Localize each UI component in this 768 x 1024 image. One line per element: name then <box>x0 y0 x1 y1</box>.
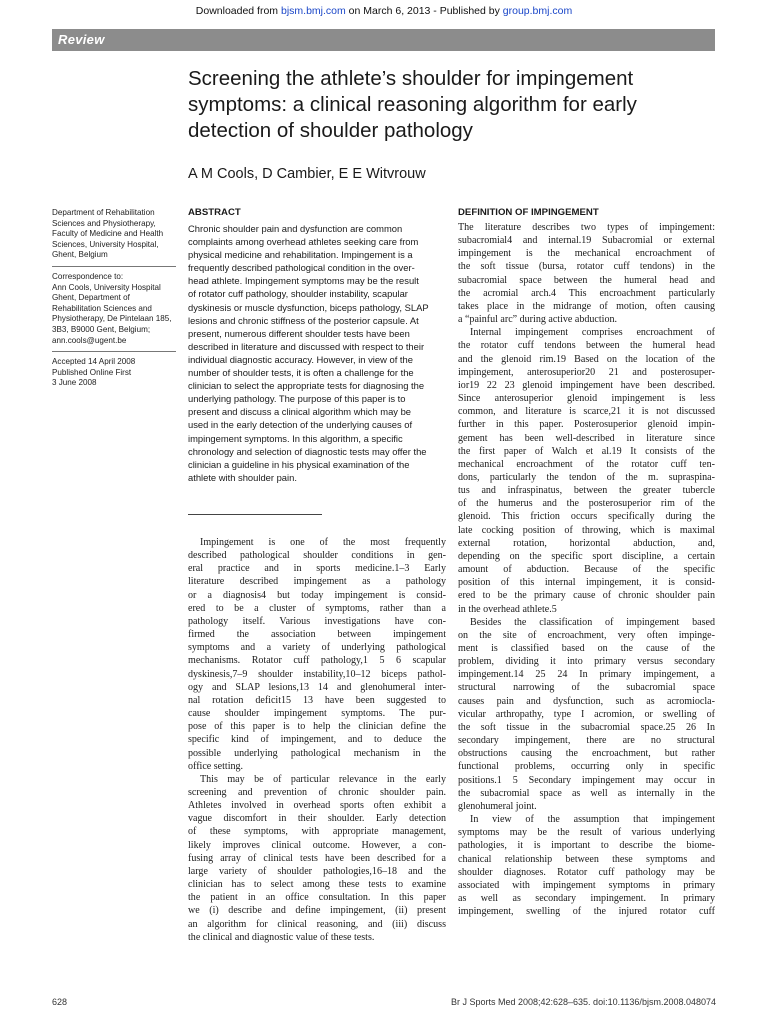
body-text-line: the subacromial space as well as internally in the <box>458 787 715 799</box>
abstract-line: used in the early detection of the underlying causes of <box>188 419 413 431</box>
body-text-line: Since anterosuperior glenoid impingement is less <box>458 393 715 405</box>
body-text-line: and the glenoid rim.19 Based on the location of the <box>458 353 715 365</box>
correspondence-line: 3B3, B9000 Gent, Belgium; <box>52 324 151 334</box>
sidebar-divider <box>52 351 176 352</box>
body-text-line: positions.1 5 Secondary impingement may occur in <box>458 774 715 786</box>
body-text-line: structural narrowing of the subacromial space <box>458 682 715 694</box>
body-text-line: external rotation, horizontal abduction, and, <box>458 537 715 549</box>
correspondence-email[interactable]: ann.cools@ugent.be <box>52 335 127 345</box>
body-text-line: specific kind of impingement, and to deduce the <box>188 734 446 746</box>
body-text-line: Internal impingement comprises encroachment of <box>470 327 715 339</box>
abstract-line: present, numerous different shoulder tests have been <box>188 327 410 339</box>
body-text-line: impingement, anterosuperior20 21 and posterosuper- <box>458 366 715 378</box>
body-text-line: the rotator cuff tendons between the humeral head <box>458 340 715 352</box>
abstract-line: lesions and chronic stiffness of the posterior capsule. At <box>188 314 419 326</box>
body-text-line: problem, dividing it into primary versus secondary <box>458 656 715 668</box>
abstract-line: chronology and selection of diagnostic tests may offer the <box>188 445 427 457</box>
affiliation <box>52 208 180 266</box>
body-text-line: late cocking position of throwing, which is maximal <box>458 524 715 536</box>
body-text-line: the clinical and diagnostic value of these tests. <box>188 931 375 943</box>
article-dates <box>52 357 180 394</box>
abstract-heading: ABSTRACT <box>188 207 241 218</box>
body-column-right <box>458 221 715 918</box>
title-line: detection of shoulder pathology <box>188 119 473 142</box>
definition-heading: DEFINITION OF IMPINGEMENT <box>458 207 599 218</box>
abstract-line: individual diagnostic accuracy. However, in view of the <box>188 353 413 365</box>
body-text-line: literature described impingement as a pathology <box>188 576 446 588</box>
title-line: Screening the athlete’s shoulder for impingement <box>188 67 634 90</box>
abstract-line: clinician to select the appropriate tests for diagnosing the <box>188 380 425 392</box>
body-text-line: Impingement is one of the most frequently <box>200 537 446 548</box>
abstract-line: underlying pathology. The purpose of this paper is to <box>188 393 406 405</box>
abstract-line: of rotator cuff pathology, shoulder instability, scapular <box>188 288 408 300</box>
body-text-line: ered to be the primary cause of chronic shoulder pain <box>458 590 715 602</box>
section-label: Review <box>58 32 105 47</box>
abstract-line: complaints among overhead athletes seeking care from <box>188 236 419 248</box>
author-list: A M Cools, D Cambier, E E Witvrouw <box>188 166 426 182</box>
abstract-line: number of shoulder tests, it is often a challenge for the <box>188 367 414 379</box>
body-text-line: ered to be a cluster of symptoms, rather than a <box>188 602 446 614</box>
body-text-line: ogy and SLAP lesions,13 14 and glenohumeral inter- <box>188 681 446 693</box>
body-text-line: vicular arthropathy, type I acromion, or swelling of <box>458 708 715 720</box>
body-text-line: symptoms and a variety of underlying pathological <box>188 642 446 654</box>
body-text-line: symptoms may be the result of various underlying <box>458 827 715 839</box>
body-text-line: mechanisms. Rotator cuff pathology,1 5 6 scapular <box>188 655 446 667</box>
date-line: Accepted 14 April 2008 <box>52 357 136 367</box>
body-text-line: of these symptoms, with appropriate management, <box>188 826 446 838</box>
body-text-line: mechanical encroachment of the rotator cuff ten- <box>458 458 715 470</box>
section-banner <box>52 29 715 51</box>
correspondence <box>52 272 180 351</box>
body-text-line: we (i) describe and define impingement, (ii) present <box>188 905 446 917</box>
body-text-line: Athletes involved in overhead sports often exhibit a <box>188 800 446 812</box>
bjsm-site-link[interactable]: bjsm.bmj.com <box>280 5 346 17</box>
body-text-line: vague discomfort in their shoulder. Early detection <box>188 813 446 825</box>
body-text-line: amount of abduction. Because of the specific <box>458 564 715 576</box>
title-line: symptoms: a clinical reasoning algorithm for early <box>188 93 637 116</box>
body-text-line: likely improves clinical outcome. However, a con- <box>188 839 446 851</box>
abstract-line: described in literature and discussed with respect to their <box>188 340 425 352</box>
affiliation-line: Sciences, University Hospital, <box>52 239 159 249</box>
body-text-line: impingement.14 25 24 In primary impingement, a <box>458 669 715 681</box>
body-text-line: ior19 22 23 glenoid impingement have been described. <box>458 379 715 391</box>
body-column-left <box>188 536 446 944</box>
body-text-line: ment is classified based on the cause of the <box>458 643 715 654</box>
body-text-line: described pathological shoulder conditions in gen- <box>188 550 446 562</box>
body-text-line: office setting. <box>188 760 244 772</box>
affiliation-line: Department of Rehabilitation <box>52 208 155 217</box>
body-text-line: subacromial space between the humeral head and <box>458 274 715 286</box>
body-text-line: or a diagnosis4 but today impingement is consid- <box>188 589 446 601</box>
abstract-line: athlete with shoulder pain. <box>188 471 297 483</box>
body-text-line: the first paper of Walch et al.19 It consists of the <box>458 445 715 457</box>
body-text-line: the patient in an office consultation. In this paper <box>188 892 446 904</box>
body-text-line: on the site of encroachment, very often impinge- <box>458 629 715 641</box>
body-text-line: glenoid. This friction occurs specifically during the <box>458 511 715 523</box>
date-line: Published Online First <box>52 367 132 377</box>
correspondence-line: Correspondence to: <box>52 271 124 281</box>
body-text-line: firmed the association between impingement <box>188 629 446 641</box>
body-text-line: The literature describes two types of impingement: <box>458 222 715 233</box>
body-text-line: large variety of shoulder pathologies,16–18 and the <box>188 865 446 877</box>
affiliation-line: Ghent, Belgium <box>52 250 108 260</box>
body-text-line: takes place in the midrange of motion, often causing <box>458 300 715 312</box>
body-text-line: associated with impingement symptoms in primary <box>458 879 715 891</box>
body-text-line: causes pain and dysfunction, such as acromiocla- <box>458 695 715 707</box>
body-text-line: gement has been well-described in literature since <box>458 432 715 444</box>
abstract-line: clinician a guideline in his physical examination of the <box>188 458 410 470</box>
abstract-line: Chronic shoulder pain and dysfunction are common <box>188 223 403 234</box>
body-text-line: common, and literature is scarce,21 it is not discussed <box>458 406 715 418</box>
body-text-line: fusing array of clinical tests have been described for a <box>188 852 446 864</box>
body-text-line: pathologies, it is important to describe the biome- <box>458 840 715 852</box>
body-text-line: in the overhead athlete.5 <box>458 603 557 615</box>
download-notice: Downloaded from bjsm.bmj.com on March 6, 2013 - Published by group.bmj.com <box>195 5 573 17</box>
abstract-divider <box>188 514 322 515</box>
body-text-line: secondary impingement, there are no structural <box>458 735 715 747</box>
body-text-line: impingement is the mechanical encroachment of <box>458 248 715 260</box>
abstract-line: frequently described pathological condition in the over- <box>188 262 415 274</box>
article-title <box>188 66 718 144</box>
body-text-line: subacromial4 and internal.19 Subacromial or external <box>458 235 715 247</box>
body-text-line: nal rotation deficit15 13 have been suggested to <box>188 694 446 706</box>
body-text-line: the acromial arch.4 This encroachment particularly <box>458 287 715 299</box>
correspondence-line: Rehabilitation Sciences and <box>52 303 152 313</box>
body-text-line: eral practice and in sports medicine.1–3 Early <box>188 563 446 575</box>
body-text-line: cause shoulder impingement symptoms. The pur- <box>188 708 446 720</box>
bmj-group-link[interactable]: group.bmj.com <box>502 5 573 17</box>
abstract-line: physical medicine and rehabilitation. Impingement is a <box>188 249 413 261</box>
abstract-line: head athlete. Impingement symptoms may be the result <box>188 275 419 287</box>
affiliation-line: Sciences and Physiotherapy, <box>52 218 156 228</box>
correspondence-line: Ann Cools, University Hospital <box>52 282 161 292</box>
body-text-line: a “painful arc” during active abduction. <box>458 314 618 326</box>
body-text-line: impingement, swelling of the injured rotator cuff <box>458 906 715 918</box>
body-text-line: Besides the classification of impingement based <box>470 616 715 628</box>
body-text-line: obstructions causing the encroachment, but rather <box>458 748 715 760</box>
body-text-line: chanical relationship between these symptoms and <box>458 853 715 865</box>
date-line: 3 June 2008 <box>52 378 97 388</box>
body-text-line: the soft tissue in the subacromial space.25 26 In <box>458 721 715 733</box>
abstract-line: present and discuss a clinical algorithm which may be <box>188 406 412 418</box>
body-text-line: glenohumeral joint. <box>458 800 537 812</box>
sidebar-divider <box>52 266 176 267</box>
abstract-line: dyskinesis or muscle dysfunction, biceps pathology, SLAP <box>188 301 429 313</box>
body-text-line: pathology itself. Various investigations have con- <box>188 615 446 627</box>
body-text-line: dyskinesis,7–9 shoulder instability,10–12 biceps pathol- <box>188 668 446 680</box>
body-text-line: screening and prevention of chronic shoulder pain. <box>188 786 446 798</box>
body-text-line: depending on the specific sport discipline, a certain <box>458 550 715 562</box>
body-text-line: dons, particularly the tendon of the m. supraspina- <box>458 471 715 483</box>
body-text-line: shoulder diagnoses. Rotator cuff pathology may be <box>458 866 715 878</box>
page-number: 628 <box>52 997 68 1007</box>
correspondence-line: Ghent, Department of <box>52 293 130 303</box>
body-text-line: clinician has to select among these tests to examine <box>188 879 446 891</box>
affiliation-line: Faculty of Medicine and Health <box>52 229 164 239</box>
correspondence-line: Physiotherapy, De Pintelaan 185, <box>52 314 172 324</box>
body-text-line: functional problems, occurring only in specific <box>458 761 715 773</box>
body-text-line: the soft tissue (bursa, rotator cuff tendons) in the <box>458 261 715 273</box>
journal-citation: Br J Sports Med 2008;42:628–635. doi:10.1136/bjsm.2008.048074 <box>450 997 716 1007</box>
body-text-line: In view of the assumption that impingement <box>470 814 715 826</box>
body-text-line: position of this internal impingement, it is consid- <box>458 577 715 589</box>
body-text-line: further in this paper. Posterosuperior glenoid impin- <box>458 419 715 431</box>
abstract-line: impingement symptoms. In this algorithm, a specific <box>188 432 403 444</box>
article-sidebar <box>52 208 180 394</box>
body-text-line: This may be of particular relevance in the early <box>200 773 446 785</box>
body-text-line: as well as secondary impingement. In primary <box>458 892 715 904</box>
body-text-line: tus and infraspinatus, between the greater tubercle <box>458 485 715 497</box>
body-text-line: pose of this paper is to help the clinician define the <box>188 721 446 733</box>
body-text-line: of the humerus and the posterosuperior rim of the <box>458 498 715 510</box>
body-text-line: possible underlying pathological mechanism in the <box>188 747 446 759</box>
abstract-body <box>188 222 446 484</box>
body-text-line: an algorithm for clinical reasoning, and (iii) discuss <box>188 918 446 930</box>
